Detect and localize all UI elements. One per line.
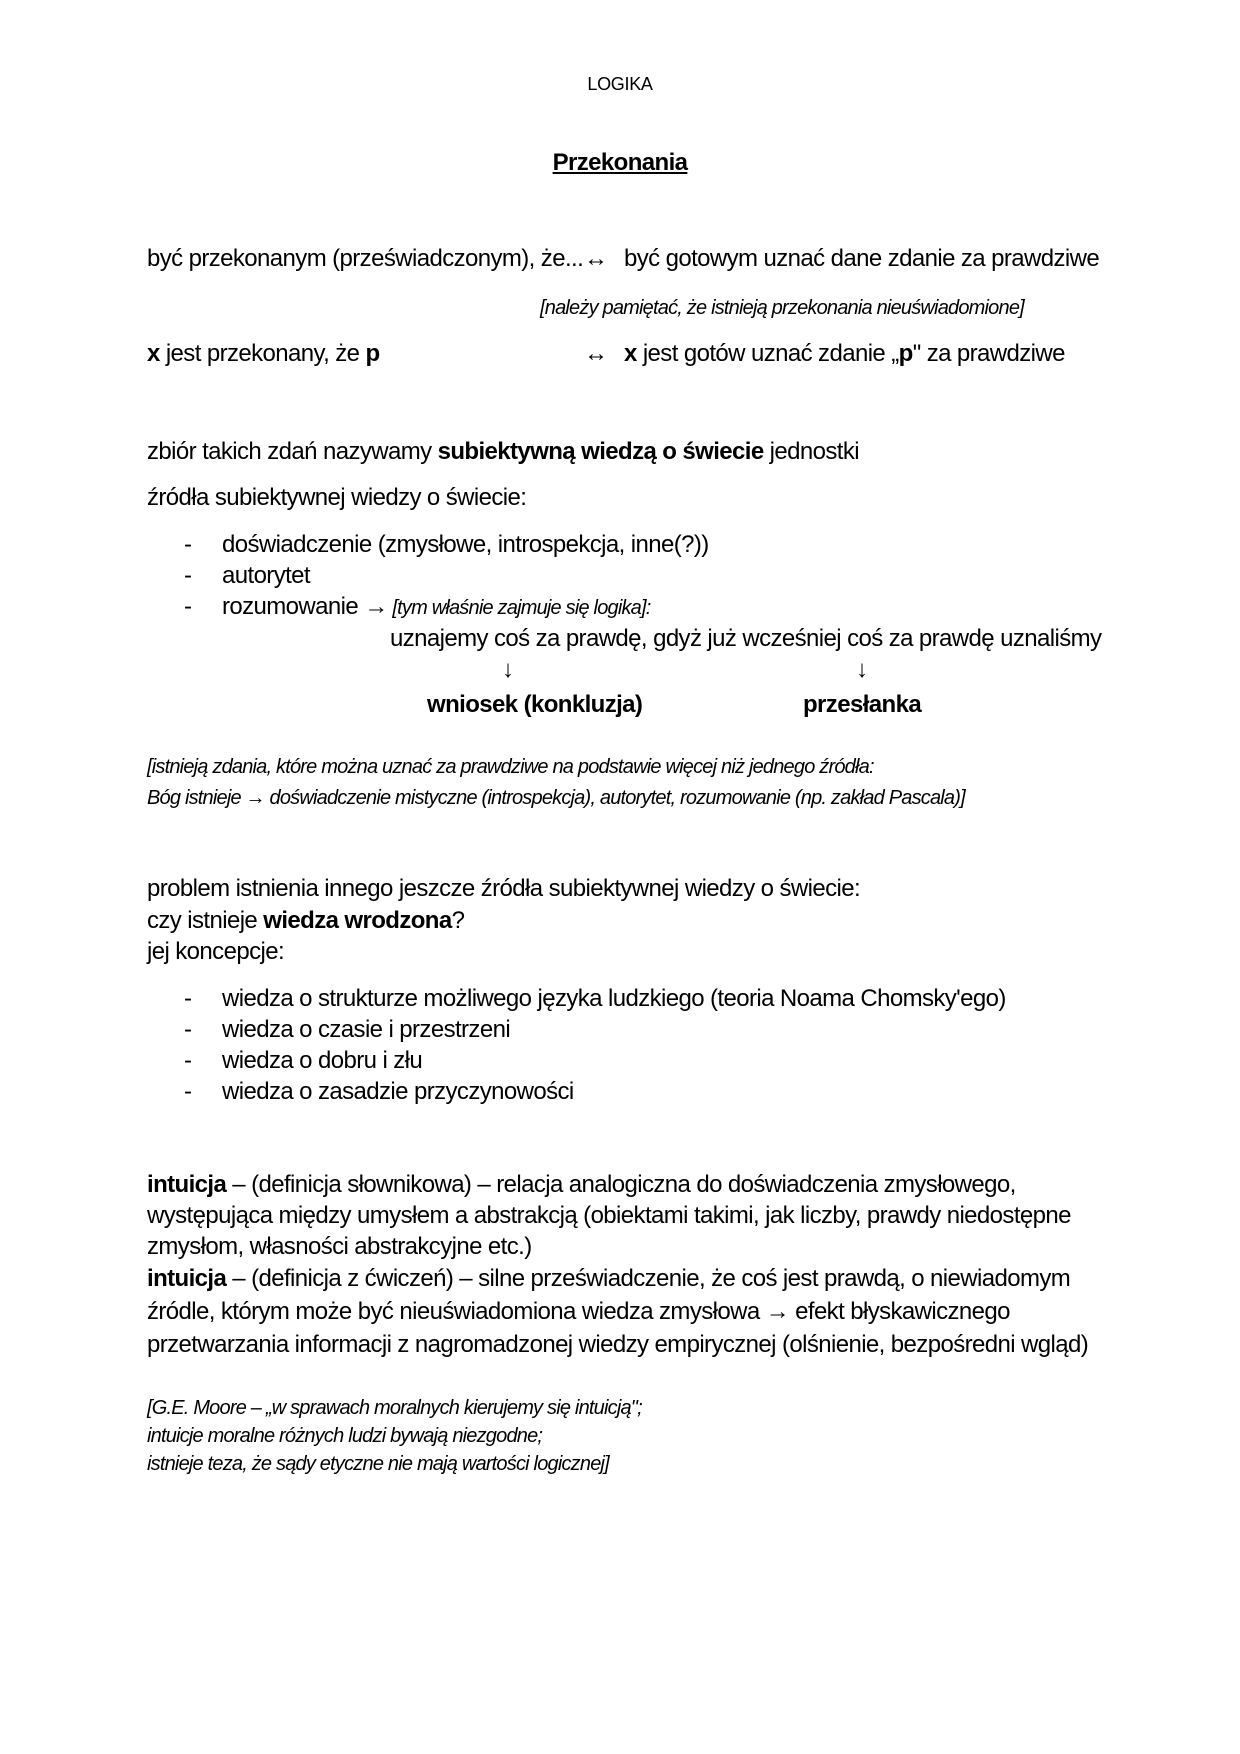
- course-header: LOGIKA: [587, 74, 653, 94]
- sources-title: źródła subiektywnej wiedzy o świecie:: [147, 484, 527, 511]
- moore-note-line2: intuicje moralne różnych ludzi bywają niezgodne;: [147, 1425, 543, 1447]
- def1-note: [należy pamiętać, że istnieją przekonania nieuświadomione]: [540, 297, 1024, 319]
- source-item-text: rozumowanie →: [222, 593, 388, 620]
- intuition-def2-line3: przetwarzania informacji z nagromadzonej wiedzy empirycznej (olśnienie, bezpośredni wgląd): [147, 1331, 1089, 1358]
- multi-source-note-line1: [istnieją zdania, które można uznać za prawdziwe na podstawie więcej niż jednego źródła:: [147, 756, 874, 778]
- sk-post: jednostki: [763, 438, 860, 465]
- var-p2: p: [898, 340, 913, 367]
- def1-arrow: ↔: [584, 245, 608, 272]
- down-arrow-icon: ↓: [856, 656, 868, 683]
- def2-arrow: ↔: [584, 340, 608, 367]
- list-bullet: -: [184, 1078, 192, 1105]
- intuition-def2-text: – (definicja z ćwiczeń) – silne przeświadczenie, że coś jest prawdą, o niewiadomym: [226, 1265, 1071, 1292]
- innate-line2: [147, 906, 464, 936]
- innate-line2-post: ?: [451, 907, 465, 934]
- innate-line1: problem istnienia innego jeszcze źródła subiektywnej wiedzy o świecie:: [147, 875, 861, 902]
- intuition-term: intuicja: [147, 1171, 227, 1198]
- intuition-def1-line1: [147, 1170, 1016, 1200]
- intuition-def1-text: – (definicja słownikowa) – relacja analogiczna do doświadczenia zmysłowego,: [226, 1171, 1016, 1198]
- premise-label: przesłanka: [803, 691, 922, 718]
- concept-item: wiedza o czasie i przestrzeni: [222, 1016, 511, 1043]
- list-bullet: -: [184, 562, 192, 589]
- sk-bold: subiektywną wiedzą o świecie: [437, 438, 764, 465]
- intuition-def1-line3: zmysłom, własności abstrakcyjne etc.): [147, 1233, 532, 1260]
- down-arrow-icon: ↓: [502, 656, 514, 683]
- list-bullet: -: [184, 985, 192, 1012]
- multi-source-note-line2: Bóg istnieje → doświadczenie mistyczne (introspekcja), autorytet, rozumowanie (np. zakład Pascala)]: [147, 787, 965, 809]
- reasoning-line: uznajemy coś za prawdę, gdyż już wcześniej coś za prawdę uznaliśmy: [390, 625, 1102, 652]
- intuition-term: intuicja: [147, 1265, 227, 1292]
- innate-line2-pre: czy istnieje: [147, 907, 264, 934]
- def1-right: być gotowym uznać dane zdanie za prawdziwe: [624, 245, 1100, 272]
- concept-item: wiedza o zasadzie przyczynowości: [222, 1078, 574, 1105]
- concept-item: wiedza o strukturze możliwego języka ludzkiego (teoria Noama Chomsky'ego): [222, 985, 1006, 1012]
- concept-item: wiedza o dobru i złu: [222, 1047, 423, 1074]
- def2-right-mid: jest gotów uznać zdanie „: [636, 340, 899, 367]
- page-title: Przekonania: [552, 149, 688, 176]
- list-bullet: -: [184, 593, 192, 620]
- def2-right: [624, 339, 1065, 369]
- source-item: autorytet: [222, 562, 310, 589]
- var-x: x: [147, 340, 160, 367]
- var-p: p: [365, 340, 380, 367]
- moore-note-line3: istnieje teza, że sądy etyczne nie mają wartości logicznej]: [147, 1453, 609, 1475]
- def1-left: być przekonanym (przeświadczonym), że...: [147, 245, 584, 272]
- sk-pre: zbiór takich zdań nazywamy: [147, 438, 438, 465]
- subjective-knowledge-line: [147, 437, 859, 467]
- def2-right-end: " za prawdziwe: [912, 340, 1065, 367]
- var-x2: x: [624, 340, 637, 367]
- innate-line3: jej koncepcje:: [147, 938, 285, 965]
- moore-note-line1: [G.E. Moore – „w sprawach moralnych kierujemy się intuicją";: [147, 1397, 642, 1419]
- innate-line2-bold: wiedza wrodzona: [263, 907, 452, 934]
- source-item: doświadczenie (zmysłowe, introspekcja, inne(?)): [222, 531, 709, 558]
- intuition-def1-line2: występująca między umysłem a abstrakcją (obiektami takimi, jak liczby, prawdy niedostępne: [147, 1202, 1071, 1229]
- def2-left-mid: jest przekonany, że: [159, 340, 366, 367]
- source-item-note: [tym właśnie zajmuje się logika]:: [387, 597, 651, 619]
- intuition-def2-line2: źródle, którym może być nieuświadomiona wiedza zmysłowa → efekt błyskawicznego: [147, 1298, 1010, 1325]
- list-bullet: -: [184, 531, 192, 558]
- list-bullet: -: [184, 1047, 192, 1074]
- intuition-def2-line1: [147, 1264, 1070, 1294]
- def2-left: [147, 339, 380, 369]
- conclusion-label: wniosek (konkluzja): [427, 691, 643, 718]
- source-item: [222, 592, 651, 623]
- list-bullet: -: [184, 1016, 192, 1043]
